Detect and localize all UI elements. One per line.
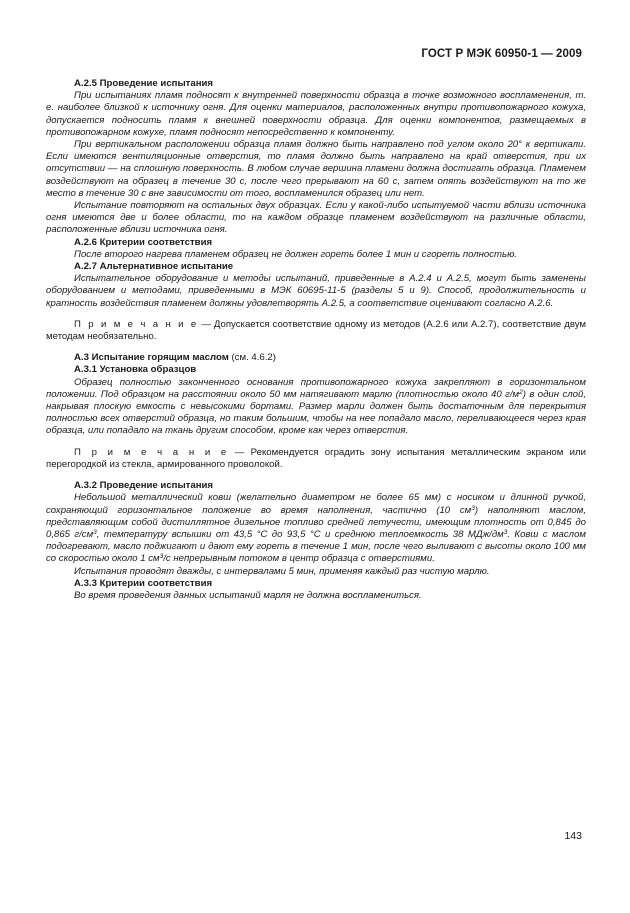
- section-a27-paragraph-1: Испытательное оборудование и методы испытаний, приведенные в А.2.4 и А.2.5, могут быть заменены оборудованием и методами, приведенными в МЭК 60695-11-5 (разделы 5 и 9). Способ, продолжительность и кратность воздействия пламенем должны удовлетворять А.2.5, а соответствие оценивают согласно А.2.6.: [46, 273, 586, 309]
- a32-text-part-5: /с непрерывным потоком в центр образца с отверстиями.: [163, 553, 435, 565]
- a32-text-part-1: Небольшой металлический ковш (желательно диаметром не более 65 мм) с носиком и длинной ручкой, сохраняющий горизонтальное положение во время наполнения, частично (10 см: [46, 492, 586, 516]
- section-a33-paragraph-1: Во время проведения данных испытаний марля не должна воспламениться.: [74, 589, 422, 601]
- note-1-label: П р и м е ч а н и е: [74, 318, 199, 330]
- section-a31-paragraph-1: [46, 377, 586, 438]
- section-a33-title: А.3.3 Критерии соответствия: [74, 577, 213, 589]
- section-a25-paragraph-2: При вертикальном расположении образца пламя должно быть направлено под углом около 20° к вертикали. Если имеются вентиляционные отверстия, то пламя должно быть направлено на край отверстия, при их отсутствии — на сплошную поверхность. В любом случае вершина пламени должна достигать образца. Пламенем воздействуют на образец в течение 30 с, после чего прерывают на 60 с, затем опять воздействуют на то же место в течение 30 с вне зависимости от того, воспламенился образец или нет.: [46, 139, 586, 199]
- note-2-label: П р и м е ч а н и е: [74, 446, 229, 458]
- note-2: [46, 447, 586, 471]
- a32-superscript-1: 3: [471, 504, 475, 512]
- section-a3-title: [46, 352, 586, 364]
- document-body: [46, 78, 586, 602]
- section-a32-paragraph-2: Испытания проводят дважды, с интервалами 5 мин, применяя каждый раз чистую марлю.: [74, 565, 490, 577]
- a32-superscript-3: 3: [503, 528, 508, 536]
- section-a26-paragraph-1: После второго нагрева пламенем образец не должен гореть более 1 мин и сгореть полностью.: [74, 248, 517, 260]
- section-a32-title: А.3.2 Проведение испытания: [74, 480, 213, 492]
- a32-superscript-4: 3: [159, 553, 164, 561]
- note-1-text: — Допускается соответствие одному из методов (А.2.6 или А.2.7), соответствие двум методам необязательно.: [46, 318, 587, 343]
- a32-superscript-2: 3: [93, 528, 97, 536]
- section-a32-paragraph-1: [46, 492, 586, 565]
- a32-text-part-4: . Ковш с маслом подогревают, масло поджигают и дают ему гореть в течение 1 мин, после чего выливают с высоты около 100 мм со скоростью около 1 см: [46, 528, 586, 565]
- section-a26-title: А.2.6 Критерии соответствия: [74, 236, 213, 248]
- note-2-text: — Рекомендуется оградить зону испытания металлическим экраном или перегородкой из стекла, армированного проволокой.: [46, 446, 586, 470]
- page-number: 143: [564, 830, 582, 842]
- section-a25-paragraph-3: Испытание повторяют на остальных двух образцах. Если у какой-либо испытуемой части вблизи источника огня имеются две и более области, то на каждом образце пламенем воздействуют на различные области, расположенные вблизи источника огня.: [46, 200, 586, 236]
- a32-text-part-3: , температуру вспышки от 43,5 °С до 93,5 °С и среднюю теплоемкость 38 МДж/дм: [96, 528, 504, 540]
- a32-text-part-2: ) наполняют маслом, представляющим собой дистиллятное дизельное топливо средней летучести, имеющим плотность от 0,845 до 0,865 г/см: [46, 504, 587, 540]
- a31-text-part-1: Образец полностью законченного основания противопожарного кожуха закрепляют в горизонтальном положении. Под образцом на расстоянии около 50 мм натягивают марлю (плотностью около 40 г/м: [46, 376, 586, 400]
- note-1: [46, 319, 586, 343]
- section-a25-paragraph-1: При испытаниях пламя подносят к внутренней поверхности образца в точке возможного воспламенения, т. е. наиболее близкой к источнику огня. Для оценки материалов, расположенных внутри противопожарного кожуха, допускается подносить пламя к внешней поверхности образца. Для оценки компонентов, размещаемых в противопожарном кожухе, пламя подносят непосредственно к компоненту.: [46, 90, 586, 138]
- section-a31-title: А.3.1 Установка образцов: [74, 364, 197, 376]
- standard-header: ГОСТ Р МЭК 60950-1 — 2009: [421, 48, 582, 60]
- section-a25-title: А.2.5 Проведение испытания: [74, 78, 213, 89]
- a31-text-part-2: ) в один слой, накрывая плоскую емкость с невысокими бортами. Размер марли должен быть достаточным для перекрытия полностью всех отверстий образца, но таким большим, чтобы на нее попадало масло, переливающееся через края образца, или попадало на ткань другим способом, кроме как через отверстия.: [46, 388, 586, 437]
- section-a3-reference: (см. 4.6.2): [228, 352, 276, 364]
- section-a3-title-text: А.3 Испытание горящим маслом: [74, 352, 229, 364]
- section-a27-title: А.2.7 Альтернативное испытание: [74, 261, 234, 273]
- a31-superscript: 2: [519, 388, 523, 396]
